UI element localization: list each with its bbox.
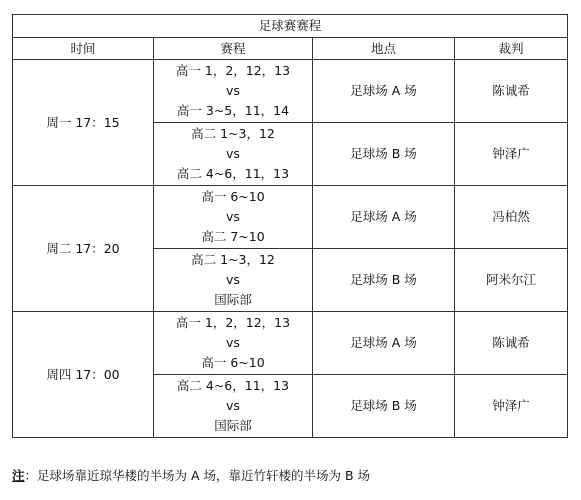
- team-a: 高二 4~6，11，13: [176, 378, 290, 393]
- match-cell: [154, 375, 313, 438]
- day-time-cell: 周二 17：20: [13, 186, 154, 312]
- vs-label: vs: [226, 272, 240, 287]
- team-a: 高二 1~3，12: [191, 126, 275, 141]
- venue-cell: 足球场 A 场: [313, 312, 455, 375]
- table-title: 足球赛赛程: [13, 15, 568, 38]
- team-b: 高一 6~10: [201, 355, 265, 370]
- vs-label: vs: [226, 398, 240, 413]
- header-match: 赛程: [154, 38, 313, 60]
- table-row: [13, 186, 568, 249]
- match-cell: [154, 312, 313, 375]
- note-label: 注: [12, 468, 25, 483]
- table-row: [13, 60, 568, 123]
- match-cell: [154, 60, 313, 123]
- venue-cell: 足球场 B 场: [313, 375, 455, 438]
- match-cell: [154, 186, 313, 249]
- footnote: [12, 466, 370, 484]
- team-b: 国际部: [214, 292, 252, 307]
- venue-cell: 足球场 A 场: [313, 186, 455, 249]
- schedule-table: [12, 14, 568, 438]
- day-time-cell: 周一 17：15: [13, 60, 154, 186]
- referee-cell: 陈诚希: [455, 312, 568, 375]
- venue-cell: 足球场 B 场: [313, 249, 455, 312]
- referee-cell: 陈诚希: [455, 60, 568, 123]
- team-a: 高一 6~10: [201, 189, 265, 204]
- match-cell: [154, 123, 313, 186]
- team-a: 高二 1~3，12: [191, 252, 275, 267]
- vs-label: vs: [226, 335, 240, 350]
- team-b: 国际部: [214, 418, 252, 433]
- header-row: [13, 38, 568, 60]
- referee-cell: 钟泽广: [455, 123, 568, 186]
- note-text: ：足球场靠近琼华楼的半场为 A 场，靠近竹轩楼的半场为 B 场: [24, 468, 371, 483]
- match-cell: [154, 249, 313, 312]
- schedule-sheet: [12, 14, 567, 438]
- referee-cell: 冯柏然: [455, 186, 568, 249]
- day-time-cell: 周四 17：00: [13, 312, 154, 438]
- team-b: 高二 7~10: [201, 229, 265, 244]
- referee-cell: 钟泽广: [455, 375, 568, 438]
- team-a: 高一 1，2，12，13: [175, 63, 291, 78]
- vs-label: vs: [226, 83, 240, 98]
- title-row: [13, 15, 568, 38]
- team-b: 高一 3~5，11，14: [176, 103, 290, 118]
- vs-label: vs: [226, 209, 240, 224]
- header-referee: 裁判: [455, 38, 568, 60]
- referee-cell: 阿米尔江: [455, 249, 568, 312]
- team-b: 高二 4~6，11，13: [176, 166, 290, 181]
- venue-cell: 足球场 B 场: [313, 123, 455, 186]
- header-time: 时间: [13, 38, 154, 60]
- venue-cell: 足球场 A 场: [313, 60, 455, 123]
- header-venue: 地点: [313, 38, 455, 60]
- team-a: 高一 1，2，12，13: [175, 315, 291, 330]
- table-row: [13, 312, 568, 375]
- vs-label: vs: [226, 146, 240, 161]
